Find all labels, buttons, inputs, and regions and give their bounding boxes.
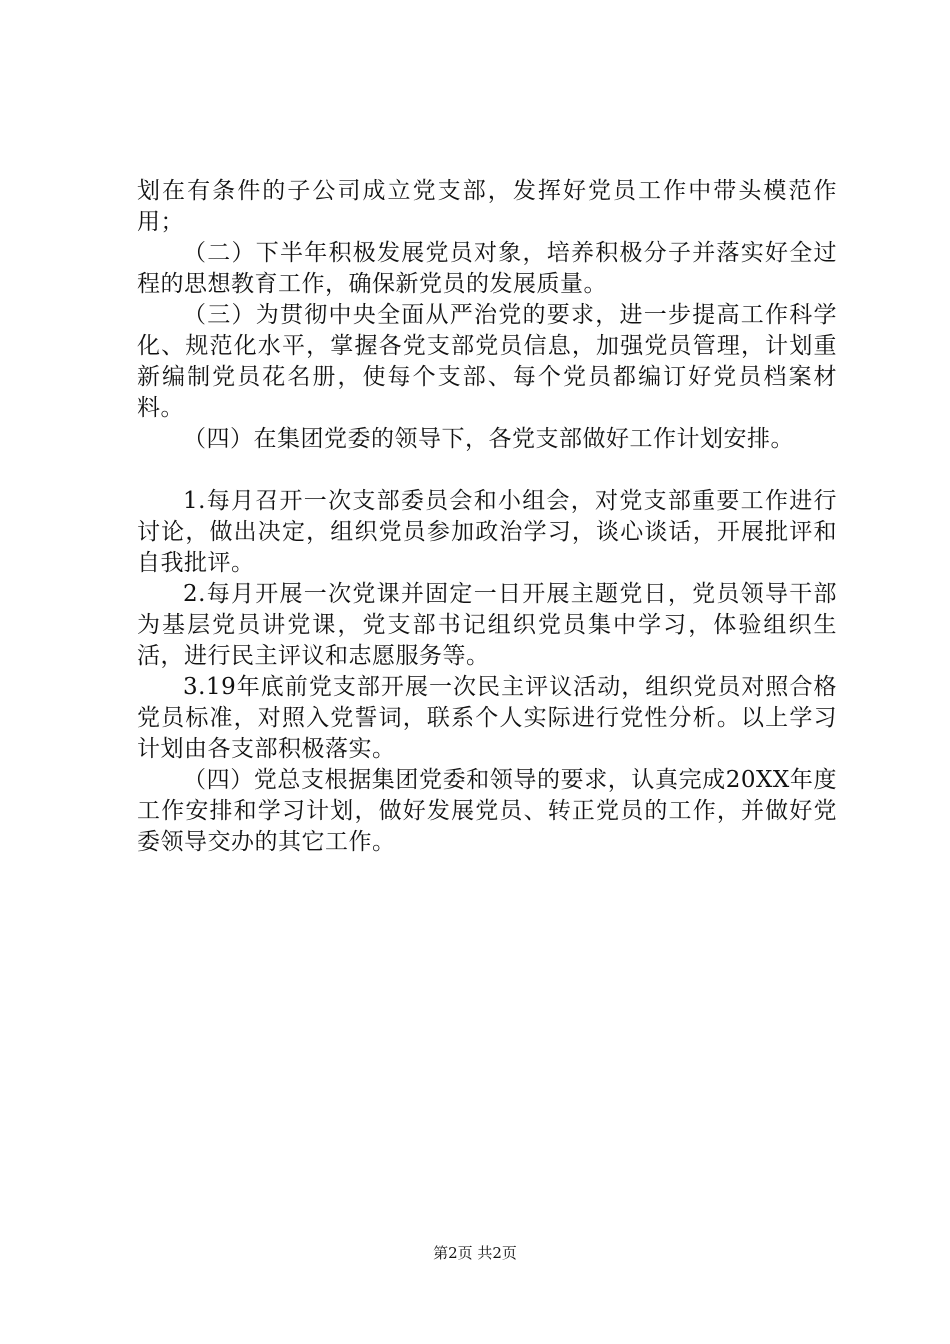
paragraph-item-3: （三）为贯彻中央全面从严治党的要求，进一步提高工作科学化、规范化水平，掌握各党支部党员信息，加强党员管理，计划重新编制党员花名册，使每个支部、每个党员都编订好党员档案材料。 [137, 302, 837, 421]
paragraph-item-4: （四）在集团党委的领导下，各党支部做好工作计划安排。 [183, 426, 794, 452]
document-body [137, 176, 837, 858]
list-item-1: 1.每月召开一次支部委员会和小组会，对党支部重要工作进行讨论，做出决定，组织党员参加政治学习，谈心谈话，开展批评和自我批评。 [137, 488, 837, 576]
paragraph-item-4-final: （四）党总支根据集团党委和领导的要求，认真完成20XX年度工作安排和学习计划，做好发展党员、转正党员的工作，并做好党委领导交办的其它工作。 [137, 767, 837, 855]
paragraph-item-2: （二）下半年积极发展党员对象，培养积极分子并落实好全过程的思想教育工作，确保新党员的发展质量。 [137, 240, 837, 297]
paragraph-spacer [137, 455, 837, 486]
paragraph-continuation: 划在有条件的子公司成立党支部，发挥好党员工作中带头模范作用； [137, 178, 837, 235]
list-item-3: 3.19年底前党支部开展一次民主评议活动，组织党员对照合格党员标准，对照入党誓词，联系个人实际进行党性分析。以上学习计划由各支部积极落实。 [137, 674, 837, 762]
page-number-footer: 第2页 共2页 [433, 1244, 517, 1262]
list-item-2: 2.每月开展一次党课并固定一日开展主题党日，党员领导干部为基层党员讲党课，党支部书记组织党员集中学习，体验组织生活，进行民主评议和志愿服务等。 [137, 581, 837, 669]
